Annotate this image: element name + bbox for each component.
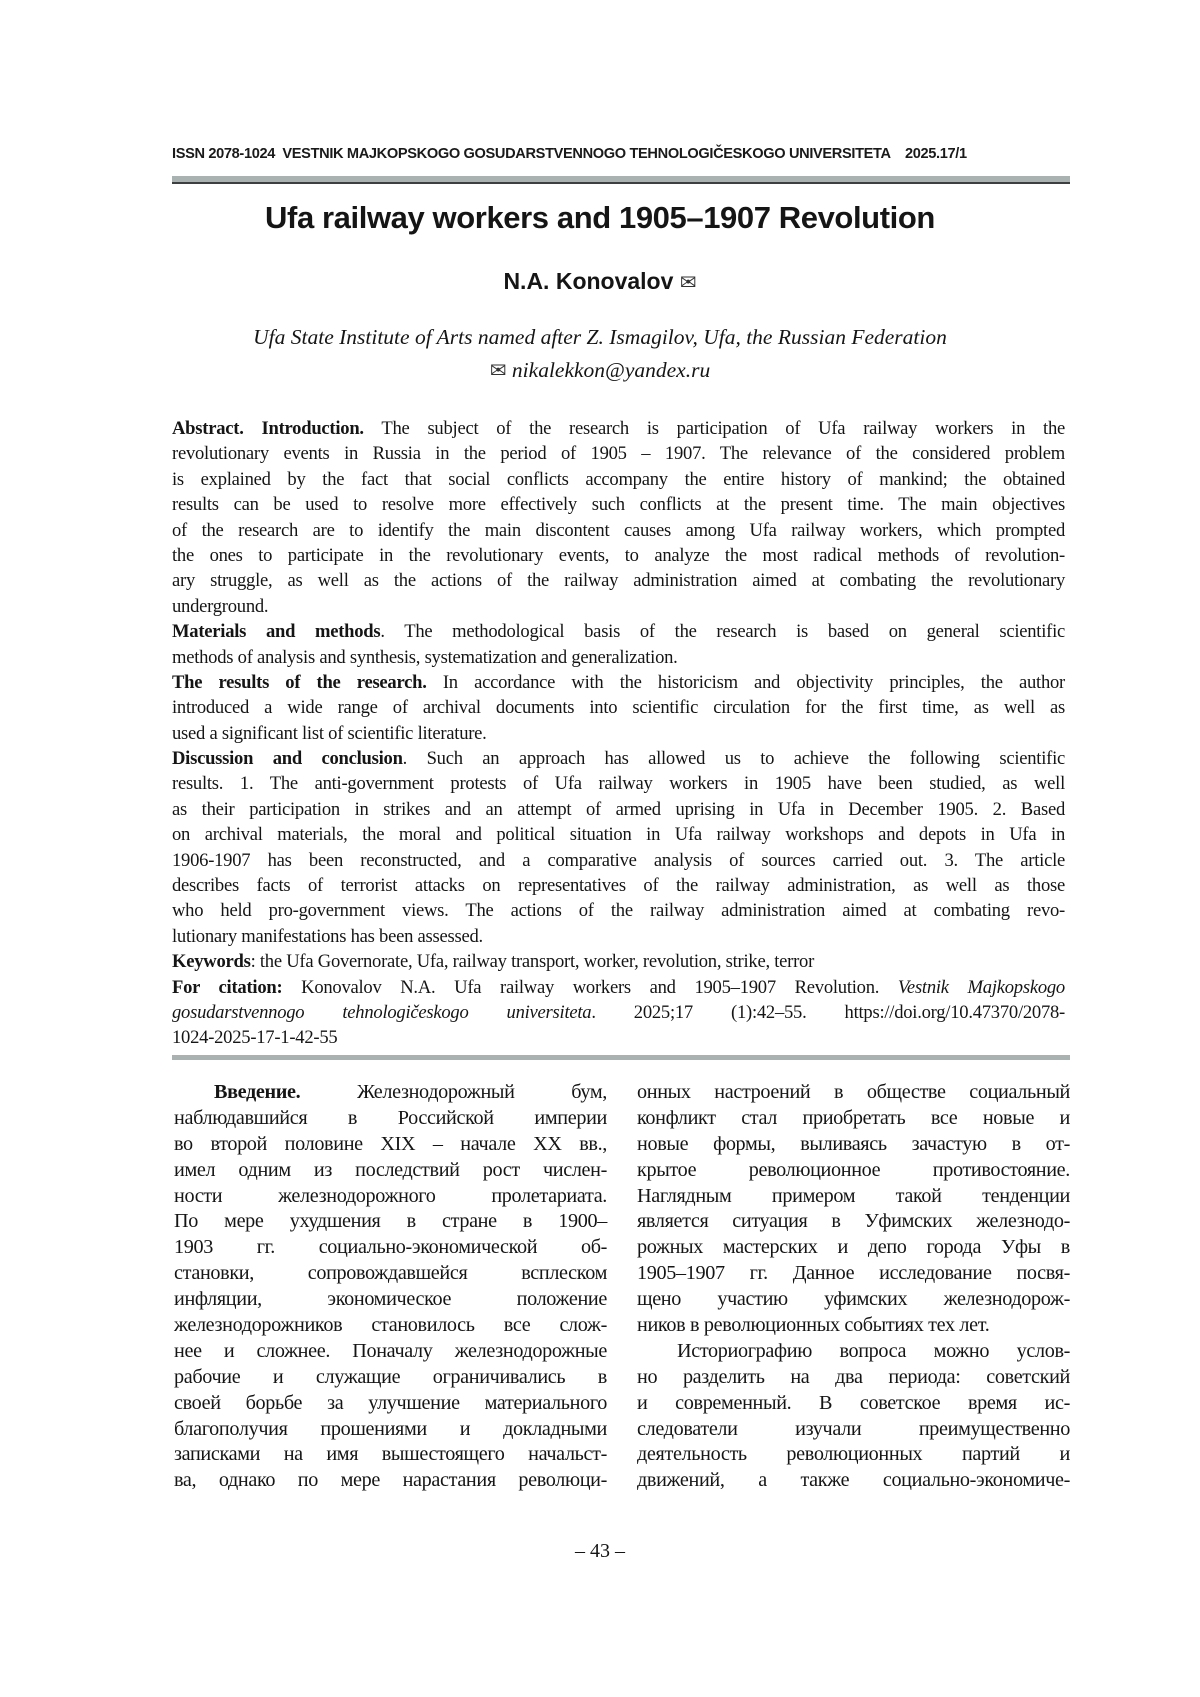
body-line xyxy=(637,1080,1070,1106)
text-segment: The subject of the research is participation of Ufa railway workers in the xyxy=(363,418,1065,439)
page-number: – 43 – xyxy=(575,1540,625,1562)
author-name: N.A. Konovalov xyxy=(503,268,674,294)
abstract-line xyxy=(172,721,1065,746)
section-label: Abstract. Introduction. xyxy=(172,418,364,439)
body-line xyxy=(637,1132,1070,1158)
text-segment: наблюдавшийся в Российской империи xyxy=(174,1106,607,1129)
abstract-line xyxy=(172,1000,1065,1025)
text-segment: имел одним из последствий рост числен- xyxy=(174,1158,607,1181)
text-segment: своей борьбе за улучшение материального xyxy=(174,1391,607,1414)
abstract-line xyxy=(172,518,1065,543)
body-line xyxy=(174,1235,607,1261)
body-line xyxy=(174,1261,607,1287)
text-segment: железнодорожников становилось все слож- xyxy=(174,1314,607,1337)
text-segment: следователи изучали преимущественно xyxy=(637,1417,1070,1440)
abstract-line xyxy=(172,467,1065,492)
abstract-line xyxy=(172,594,1065,619)
body-line xyxy=(174,1391,607,1417)
author-email[interactable]: nikalekkon@yandex.ru xyxy=(511,358,711,382)
email-line xyxy=(0,358,1200,383)
text-segment: introduced a wide range of archival documents into scientific circulation for the first time, as well as xyxy=(172,697,1065,719)
body-line xyxy=(637,1339,1070,1365)
text-segment: во второй половине XIX – начале XX вв., xyxy=(174,1132,607,1155)
text-segment: но разделить на два периода: советский xyxy=(637,1365,1070,1388)
text-segment: 1906-1907 has been reconstructed, and a comparative analysis of sources carried out. 3. The article xyxy=(172,849,1065,871)
abstract xyxy=(172,416,1065,1051)
text-segment: describes facts of terrorist attacks on representatives of the railway administration, as well as those xyxy=(172,875,1065,897)
body-line xyxy=(174,1339,607,1365)
text-segment: Vestnik Majkopskogo xyxy=(897,976,1065,998)
text-segment: results. 1. The anti-government protests of Ufa railway workers in 1905 have been studied, as well xyxy=(172,773,1065,795)
body-line xyxy=(174,1184,607,1210)
envelope-icon: ✉ xyxy=(489,358,507,382)
abstract-line xyxy=(172,797,1065,822)
abstract-line xyxy=(172,949,1065,974)
text-segment: рожных мастерских и депо города Уфы в xyxy=(637,1236,1070,1259)
text-segment: рабочие и служащие ограничивались в xyxy=(174,1365,607,1388)
abstract-line xyxy=(172,771,1065,796)
body-line xyxy=(637,1365,1070,1391)
text-segment: инфляции, экономическое положение xyxy=(174,1288,607,1311)
abstract-line xyxy=(172,441,1065,466)
abstract-line xyxy=(172,924,1065,949)
body-line xyxy=(174,1365,607,1391)
text-segment: деятельность революционных партий и xyxy=(637,1443,1070,1466)
text-segment: used a significant list of scientific literature. xyxy=(172,722,487,744)
text-segment: конфликт стал приобретать все новые и xyxy=(637,1106,1070,1129)
section-label: Keywords xyxy=(172,951,251,973)
body-line xyxy=(174,1106,607,1132)
body-column-right xyxy=(637,1080,1070,1494)
text-segment: является ситуация в Уфимских железнодо- xyxy=(637,1210,1070,1233)
affiliation: Ufa State Institute of Arts named after Z. Ismagilov, Ufa, the Russian Federation xyxy=(253,325,947,349)
body-column-left xyxy=(174,1080,607,1494)
text-segment: крытое революционное противостояние. xyxy=(637,1158,1070,1181)
text-segment: движений, а также социально-экономиче- xyxy=(637,1469,1070,1492)
section-label: Materials and methods xyxy=(172,621,381,643)
envelope-icon: ✉ xyxy=(679,270,697,294)
text-segment: ности железнодорожного пролетариата. xyxy=(174,1184,607,1207)
text-segment: as their participation in strikes and an attempt of armed uprising in Ufa in December 1905. 2. Based xyxy=(172,798,1065,820)
body-line xyxy=(174,1417,607,1443)
body-line xyxy=(637,1184,1070,1210)
text-segment: methods of analysis and synthesis, systematization and generalization. xyxy=(172,646,678,668)
article-title: Ufa railway workers and 1905–1907 Revolution xyxy=(265,200,935,235)
body-line xyxy=(637,1287,1070,1313)
body-line xyxy=(174,1132,607,1158)
text-segment: новые формы, выливаясь зачастую в от- xyxy=(637,1132,1070,1155)
body-line xyxy=(637,1442,1070,1468)
abstract-line xyxy=(172,543,1065,568)
abstract-line xyxy=(172,898,1065,923)
text-segment: lutionary manifestations has been assessed. xyxy=(172,925,483,947)
text-segment: записками на имя вышестоящего начальст- xyxy=(174,1443,607,1466)
abstract-line xyxy=(172,670,1065,695)
text-segment: Историографию вопроса можно услов- xyxy=(677,1339,1070,1362)
text-segment: Наглядным примером такой тенденции xyxy=(637,1184,1070,1207)
text-segment: нее и сложнее. Поначалу железнодорожные xyxy=(174,1339,607,1362)
header-rule xyxy=(172,176,1070,184)
section-label: For citation: xyxy=(172,976,283,998)
body-line xyxy=(174,1442,607,1468)
text-segment: благополучия прошениями и докладными xyxy=(174,1417,607,1440)
abstract-line xyxy=(172,1025,1065,1050)
abstract-line xyxy=(172,416,1065,441)
text-segment: . The methodological basis of the research is based on general scientific xyxy=(380,621,1065,643)
body-line xyxy=(174,1287,607,1313)
text-segment: underground. xyxy=(172,595,269,617)
text-segment: on archival materials, the moral and political situation in Ufa railway workshops and depots in Ufa in xyxy=(172,824,1065,846)
abstract-rule xyxy=(172,1055,1070,1060)
text-segment: revolutionary events in Russia in the period of 1905 – 1907. The relevance of the considered problem xyxy=(172,443,1065,465)
text-segment: ва, однако по мере нарастания революци- xyxy=(174,1469,607,1492)
body-line xyxy=(637,1391,1070,1417)
abstract-line xyxy=(172,746,1065,771)
abstract-line xyxy=(172,822,1065,847)
text-segment: who held pro-government views. The actions of the railway administration aimed at combating revo- xyxy=(172,900,1065,922)
abstract-line xyxy=(172,975,1065,1000)
text-segment: the ones to participate in the revolutionary events, to analyze the most radical methods of revolution- xyxy=(172,544,1065,566)
text-segment: . Such an approach has allowed us to achieve the following scientific xyxy=(402,748,1065,770)
text-segment: становки, сопровождавшейся всплеском xyxy=(174,1262,607,1285)
body-line xyxy=(174,1209,607,1235)
text-segment: и современный. В советское время ис- xyxy=(637,1391,1070,1414)
abstract-line xyxy=(172,848,1065,873)
author-line xyxy=(0,268,1200,295)
body-line xyxy=(174,1158,607,1184)
text-segment: 1903 гг. социально-экономической об- xyxy=(174,1236,607,1259)
text-segment: ников в революционных событиях тех лет. xyxy=(637,1314,990,1337)
abstract-line xyxy=(172,492,1065,517)
abstract-line xyxy=(172,873,1065,898)
text-segment: . 2025;17 (1):42–55. https://doi.org/10.47370/2078- xyxy=(591,1001,1065,1023)
text-segment: По мере ухудшения в стране в 1900– xyxy=(174,1210,607,1233)
body-line xyxy=(637,1313,1070,1339)
body-line xyxy=(174,1313,607,1339)
body-line xyxy=(637,1209,1070,1235)
text-segment: Konovalov N.A. Ufa railway workers and 1905–1907 Revolution. xyxy=(282,976,898,998)
text-segment: : the Ufa Governorate, Ufa, railway transport, worker, revolution, strike, terror xyxy=(250,951,815,973)
body-line xyxy=(174,1468,607,1494)
text-segment: gosudarstvennogo tehnologičeskogo universiteta xyxy=(172,1001,592,1023)
body-line xyxy=(174,1080,607,1106)
body-line xyxy=(637,1417,1070,1443)
body-line xyxy=(637,1235,1070,1261)
text-segment: results can be used to resolve more effectively such conflicts at the present time. The main objectives xyxy=(172,494,1065,516)
text-segment: is explained by the fact that social conflicts accompany the entire history of mankind; the obtained xyxy=(172,468,1065,490)
section-label: Discussion and conclusion xyxy=(172,748,403,770)
abstract-line xyxy=(172,568,1065,593)
section-label: Введение. xyxy=(214,1081,301,1103)
section-label: The results of the research. xyxy=(172,671,427,693)
abstract-line xyxy=(172,645,1065,670)
text-segment: онных настроений в обществе социальный xyxy=(637,1081,1070,1103)
text-segment: 1905–1907 гг. Данное исследование посвя- xyxy=(637,1262,1070,1285)
text-segment: Железнодорожный бум, xyxy=(300,1081,607,1103)
body-line xyxy=(637,1158,1070,1184)
abstract-line xyxy=(172,695,1065,720)
body-line xyxy=(637,1106,1070,1132)
body-line xyxy=(637,1468,1070,1494)
text-segment: 1024-2025-17-1-42-55 xyxy=(172,1027,338,1049)
text-segment: щено участию уфимских железнодорож- xyxy=(637,1288,1070,1311)
text-segment: In accordance with the historicism and objectivity principles, the author xyxy=(426,671,1065,693)
abstract-line xyxy=(172,619,1065,644)
body-line xyxy=(637,1261,1070,1287)
running-head: ISSN 2078-1024 VESTNIK MAJKOPSKOGO GOSUDARSTVENNOGO TEHNOLOGIČESKOGO UNIVERSITETA 2025.17/1 xyxy=(172,146,967,162)
text-segment: of the research are to identify the main discontent causes among Ufa railway workers, which prompted xyxy=(172,519,1065,541)
text-segment: ary struggle, as well as the actions of the railway administration aimed at combating the revolutionary xyxy=(172,570,1065,592)
